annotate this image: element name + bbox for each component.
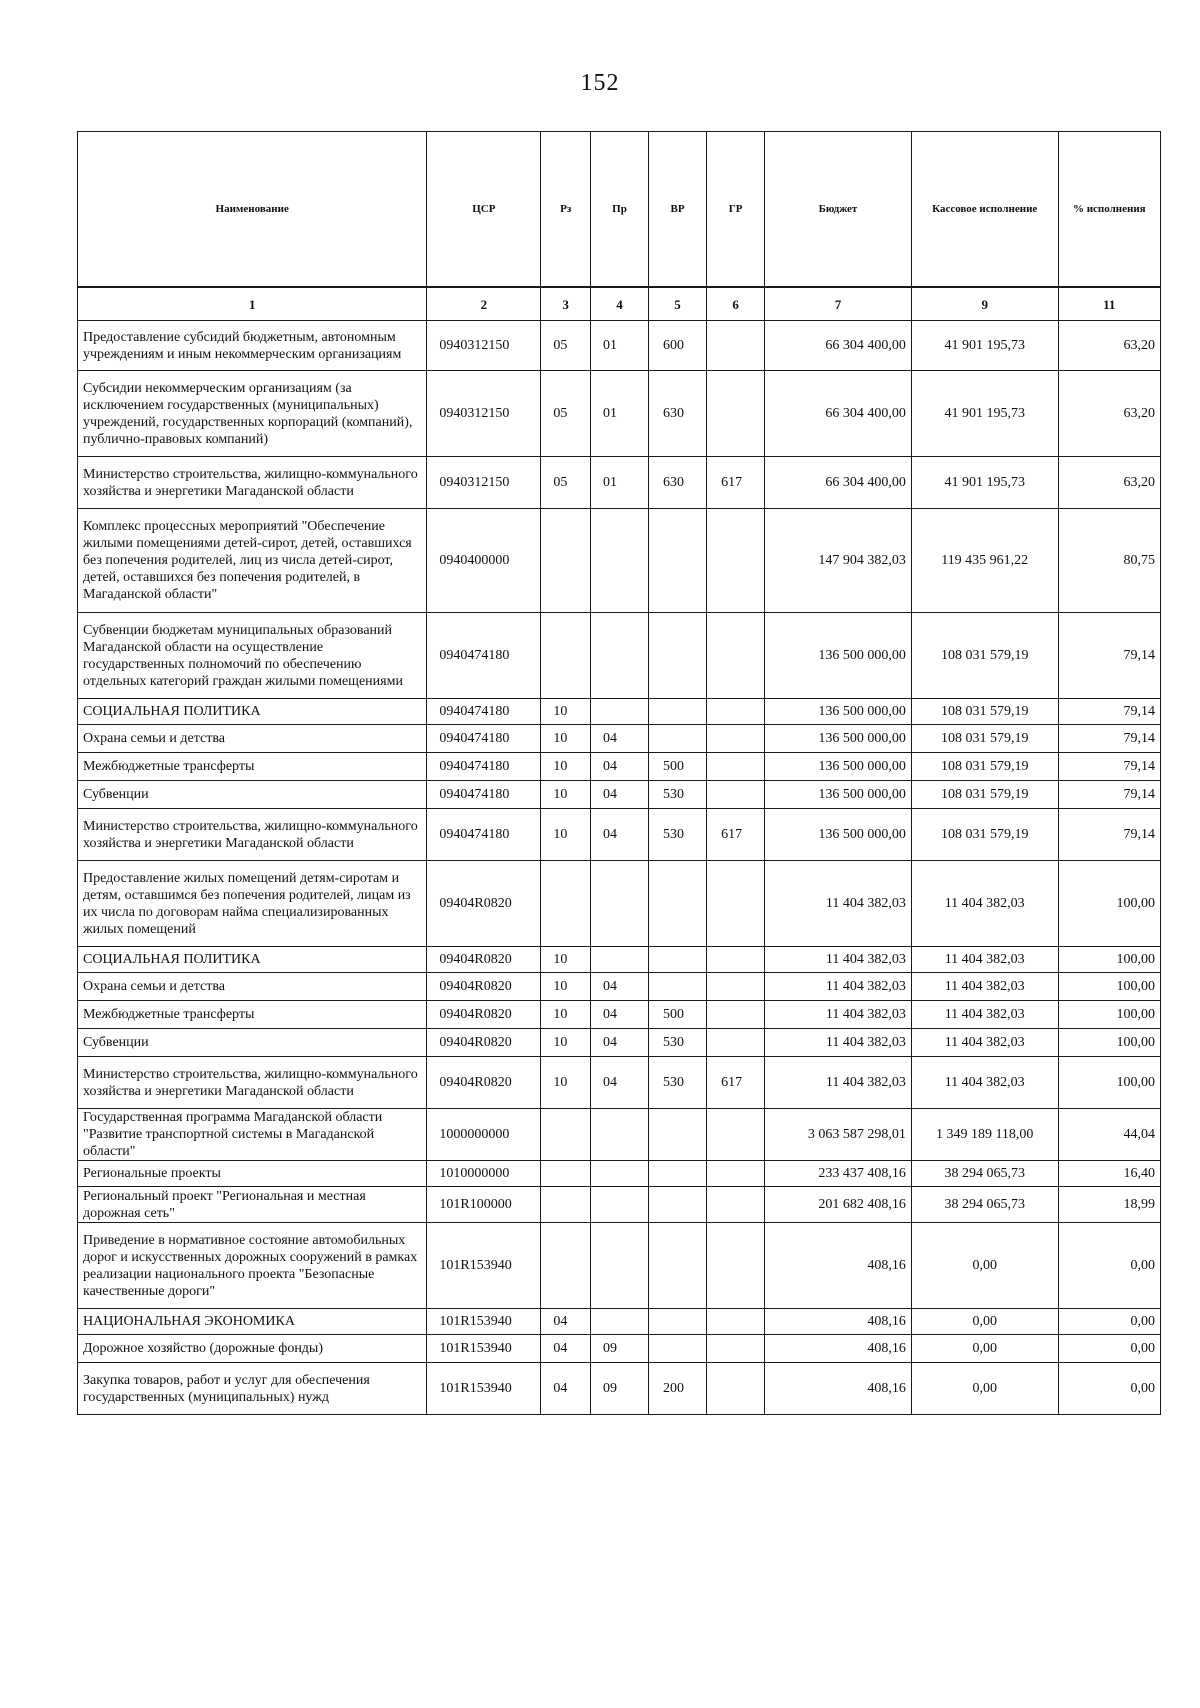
row-budget: 136 500 000,00 xyxy=(765,699,912,725)
row-csr: 09404R0820 xyxy=(427,1001,541,1029)
table-row xyxy=(78,809,1161,861)
row-csr: 09404R0820 xyxy=(427,1057,541,1109)
row-rz: 10 xyxy=(541,1029,591,1057)
row-pr: 04 xyxy=(590,753,648,781)
row-csr: 0940474180 xyxy=(427,753,541,781)
row-rz xyxy=(541,509,591,613)
row-pr: 01 xyxy=(590,321,648,371)
row-vr xyxy=(649,613,707,699)
row-exec: 11 404 382,03 xyxy=(911,1029,1058,1057)
row-vr: 530 xyxy=(649,1029,707,1057)
row-exec: 38 294 065,73 xyxy=(911,1161,1058,1187)
row-pr: 04 xyxy=(590,973,648,1001)
row-exec: 11 404 382,03 xyxy=(911,1057,1058,1109)
row-pct: 18,99 xyxy=(1058,1187,1160,1223)
row-pct: 79,14 xyxy=(1058,613,1160,699)
row-pr xyxy=(590,1223,648,1309)
row-vr xyxy=(649,947,707,973)
row-pct: 100,00 xyxy=(1058,947,1160,973)
table-row xyxy=(78,1223,1161,1309)
row-rz: 04 xyxy=(541,1309,591,1335)
row-name: Приведение в нормативное состояние автомобильных дорог и искусственных дорожных сооружений в рамках реализации национального проекта "Безопасные качественные дороги" xyxy=(78,1223,427,1309)
row-vr xyxy=(649,699,707,725)
row-vr xyxy=(649,1309,707,1335)
table-row xyxy=(78,781,1161,809)
table-row xyxy=(78,753,1161,781)
row-budget: 11 404 382,03 xyxy=(765,1029,912,1057)
row-exec: 41 901 195,73 xyxy=(911,371,1058,457)
row-csr: 101R153940 xyxy=(427,1335,541,1363)
row-exec: 0,00 xyxy=(911,1363,1058,1415)
row-pct: 100,00 xyxy=(1058,1057,1160,1109)
header-budget: Бюджет xyxy=(765,132,912,288)
row-pr: 04 xyxy=(590,1029,648,1057)
row-csr: 101R153940 xyxy=(427,1363,541,1415)
row-rz: 05 xyxy=(541,371,591,457)
row-rz xyxy=(541,1223,591,1309)
row-gr xyxy=(707,371,765,457)
row-gr: 617 xyxy=(707,1057,765,1109)
row-budget: 201 682 408,16 xyxy=(765,1187,912,1223)
row-pct: 0,00 xyxy=(1058,1363,1160,1415)
row-exec: 41 901 195,73 xyxy=(911,321,1058,371)
row-gr xyxy=(707,613,765,699)
row-name: Предоставление субсидий бюджетным, автономным учреждениям и иным некоммерческим организациям xyxy=(78,321,427,371)
table-row xyxy=(78,1187,1161,1223)
row-pr: 04 xyxy=(590,725,648,753)
row-name: Министерство строительства, жилищно-коммунального хозяйства и энергетики Магаданской области xyxy=(78,1057,427,1109)
row-exec: 108 031 579,19 xyxy=(911,699,1058,725)
row-budget: 66 304 400,00 xyxy=(765,371,912,457)
row-gr xyxy=(707,509,765,613)
row-csr: 09404R0820 xyxy=(427,861,541,947)
row-exec: 108 031 579,19 xyxy=(911,613,1058,699)
header-row xyxy=(78,132,1161,288)
row-vr: 500 xyxy=(649,1001,707,1029)
row-budget: 408,16 xyxy=(765,1309,912,1335)
row-pct: 0,00 xyxy=(1058,1335,1160,1363)
row-gr xyxy=(707,781,765,809)
row-exec: 11 404 382,03 xyxy=(911,861,1058,947)
row-pr xyxy=(590,699,648,725)
row-vr: 600 xyxy=(649,321,707,371)
header-pr: Пр xyxy=(590,132,648,288)
row-pr xyxy=(590,1161,648,1187)
row-pct: 80,75 xyxy=(1058,509,1160,613)
header-csr: ЦСР xyxy=(427,132,541,288)
row-rz: 05 xyxy=(541,321,591,371)
row-rz: 10 xyxy=(541,947,591,973)
header-rz: Рз xyxy=(541,132,591,288)
row-exec: 119 435 961,22 xyxy=(911,509,1058,613)
row-rz: 10 xyxy=(541,753,591,781)
row-exec: 11 404 382,03 xyxy=(911,973,1058,1001)
row-rz xyxy=(541,1161,591,1187)
row-vr xyxy=(649,1161,707,1187)
row-pr: 01 xyxy=(590,457,648,509)
row-exec: 41 901 195,73 xyxy=(911,457,1058,509)
row-pr: 09 xyxy=(590,1363,648,1415)
row-exec: 0,00 xyxy=(911,1335,1058,1363)
table-row xyxy=(78,1309,1161,1335)
row-pct: 100,00 xyxy=(1058,1001,1160,1029)
row-gr xyxy=(707,973,765,1001)
column-number: 1 xyxy=(78,287,427,321)
table-row xyxy=(78,947,1161,973)
header-exec: Кассовое исполнение xyxy=(911,132,1058,288)
row-rz: 10 xyxy=(541,725,591,753)
row-pr xyxy=(590,947,648,973)
row-exec: 108 031 579,19 xyxy=(911,725,1058,753)
table-row xyxy=(78,1109,1161,1161)
row-name: Государственная программа Магаданской области "Развитие транспортной системы в Магаданской области" xyxy=(78,1109,427,1161)
row-vr: 630 xyxy=(649,457,707,509)
row-csr: 09404R0820 xyxy=(427,947,541,973)
row-rz xyxy=(541,1187,591,1223)
header-name: Наименование xyxy=(78,132,427,288)
row-pct: 79,14 xyxy=(1058,753,1160,781)
row-pr: 04 xyxy=(590,781,648,809)
row-exec: 0,00 xyxy=(911,1309,1058,1335)
row-name: Межбюджетные трансферты xyxy=(78,1001,427,1029)
row-pct: 100,00 xyxy=(1058,1029,1160,1057)
column-number: 9 xyxy=(911,287,1058,321)
header-gr: ГР xyxy=(707,132,765,288)
row-vr: 630 xyxy=(649,371,707,457)
row-budget: 136 500 000,00 xyxy=(765,753,912,781)
row-name: Субвенции xyxy=(78,1029,427,1057)
row-vr xyxy=(649,1109,707,1161)
row-csr: 101R100000 xyxy=(427,1187,541,1223)
row-pct: 0,00 xyxy=(1058,1223,1160,1309)
row-exec: 11 404 382,03 xyxy=(911,947,1058,973)
row-rz: 04 xyxy=(541,1335,591,1363)
row-budget: 66 304 400,00 xyxy=(765,457,912,509)
row-gr xyxy=(707,725,765,753)
row-name: Предоставление жилых помещений детям-сиротам и детям, оставшимся без попечения родителей, лицам из их числа по договорам найма специализированных жилых помещений xyxy=(78,861,427,947)
row-gr: 617 xyxy=(707,809,765,861)
row-name: СОЦИАЛЬНАЯ ПОЛИТИКА xyxy=(78,699,427,725)
row-exec: 108 031 579,19 xyxy=(911,781,1058,809)
row-pct: 79,14 xyxy=(1058,699,1160,725)
row-name: Субсидии некоммерческим организациям (за исключением государственных (муниципальных) учреждений, государственных корпораций (компаний), публично-правовых компаний) xyxy=(78,371,427,457)
row-budget: 11 404 382,03 xyxy=(765,861,912,947)
row-gr xyxy=(707,861,765,947)
row-csr: 0940474180 xyxy=(427,613,541,699)
table-row xyxy=(78,699,1161,725)
row-csr: 1010000000 xyxy=(427,1161,541,1187)
row-name: Министерство строительства, жилищно-коммунального хозяйства и энергетики Магаданской области xyxy=(78,457,427,509)
row-csr: 0940474180 xyxy=(427,809,541,861)
row-name: Охрана семьи и детства xyxy=(78,725,427,753)
table-row xyxy=(78,861,1161,947)
column-number: 4 xyxy=(590,287,648,321)
table-row xyxy=(78,1057,1161,1109)
row-gr xyxy=(707,1223,765,1309)
row-vr xyxy=(649,1223,707,1309)
row-csr: 0940312150 xyxy=(427,371,541,457)
row-pct: 100,00 xyxy=(1058,861,1160,947)
row-name: СОЦИАЛЬНАЯ ПОЛИТИКА xyxy=(78,947,427,973)
table-row xyxy=(78,725,1161,753)
row-vr: 530 xyxy=(649,809,707,861)
row-pr xyxy=(590,861,648,947)
row-pr: 04 xyxy=(590,809,648,861)
row-rz: 10 xyxy=(541,809,591,861)
row-pct: 44,04 xyxy=(1058,1109,1160,1161)
column-numbers-row xyxy=(78,287,1161,321)
row-csr: 09404R0820 xyxy=(427,973,541,1001)
row-rz: 10 xyxy=(541,973,591,1001)
row-exec: 1 349 189 118,00 xyxy=(911,1109,1058,1161)
row-pr: 01 xyxy=(590,371,648,457)
row-vr xyxy=(649,1335,707,1363)
row-gr xyxy=(707,321,765,371)
row-budget: 136 500 000,00 xyxy=(765,781,912,809)
row-pr xyxy=(590,509,648,613)
row-pct: 16,40 xyxy=(1058,1161,1160,1187)
row-gr xyxy=(707,1001,765,1029)
row-budget: 233 437 408,16 xyxy=(765,1161,912,1187)
row-pr: 04 xyxy=(590,1057,648,1109)
row-rz xyxy=(541,1109,591,1161)
row-pct: 63,20 xyxy=(1058,321,1160,371)
table-row xyxy=(78,973,1161,1001)
row-csr: 101R153940 xyxy=(427,1223,541,1309)
column-number: 2 xyxy=(427,287,541,321)
row-vr xyxy=(649,725,707,753)
row-gr xyxy=(707,699,765,725)
row-csr: 0940312150 xyxy=(427,321,541,371)
table-row xyxy=(78,1029,1161,1057)
row-pct: 79,14 xyxy=(1058,725,1160,753)
row-gr: 617 xyxy=(707,457,765,509)
row-gr xyxy=(707,1335,765,1363)
row-budget: 408,16 xyxy=(765,1335,912,1363)
row-vr xyxy=(649,509,707,613)
page-number: 152 xyxy=(580,70,620,96)
row-pr: 04 xyxy=(590,1001,648,1029)
row-name: Межбюджетные трансферты xyxy=(78,753,427,781)
row-gr xyxy=(707,1109,765,1161)
row-pct: 0,00 xyxy=(1058,1309,1160,1335)
row-gr xyxy=(707,1363,765,1415)
table-row xyxy=(78,457,1161,509)
table-row xyxy=(78,613,1161,699)
row-budget: 11 404 382,03 xyxy=(765,1001,912,1029)
row-exec: 108 031 579,19 xyxy=(911,809,1058,861)
row-vr xyxy=(649,1187,707,1223)
row-pr xyxy=(590,613,648,699)
row-name: НАЦИОНАЛЬНАЯ ЭКОНОМИКА xyxy=(78,1309,427,1335)
row-name: Региональный проект "Региональная и местная дорожная сеть" xyxy=(78,1187,427,1223)
row-name: Охрана семьи и детства xyxy=(78,973,427,1001)
header-pct: % исполнения xyxy=(1058,132,1160,288)
row-name: Комплекс процессных мероприятий "Обеспечение жилыми помещениями детей-сирот, детей, оставшихся без попечения родителей, лиц из числа детей-сирот, детей, оставшихся без попечения родителей, в Магаданской области" xyxy=(78,509,427,613)
row-vr: 200 xyxy=(649,1363,707,1415)
row-exec: 0,00 xyxy=(911,1223,1058,1309)
row-name: Региональные проекты xyxy=(78,1161,427,1187)
row-budget: 11 404 382,03 xyxy=(765,1057,912,1109)
row-csr: 0940474180 xyxy=(427,699,541,725)
row-csr: 1000000000 xyxy=(427,1109,541,1161)
row-budget: 408,16 xyxy=(765,1223,912,1309)
row-pct: 63,20 xyxy=(1058,457,1160,509)
header-vr: ВР xyxy=(649,132,707,288)
row-rz xyxy=(541,613,591,699)
row-csr: 0940400000 xyxy=(427,509,541,613)
row-budget: 3 063 587 298,01 xyxy=(765,1109,912,1161)
row-rz: 10 xyxy=(541,699,591,725)
row-budget: 66 304 400,00 xyxy=(765,321,912,371)
column-number: 5 xyxy=(649,287,707,321)
row-pct: 79,14 xyxy=(1058,809,1160,861)
row-rz: 05 xyxy=(541,457,591,509)
column-number: 6 xyxy=(707,287,765,321)
row-pr xyxy=(590,1109,648,1161)
row-budget: 136 500 000,00 xyxy=(765,809,912,861)
row-rz xyxy=(541,861,591,947)
row-pr xyxy=(590,1187,648,1223)
row-pct: 100,00 xyxy=(1058,973,1160,1001)
row-rz: 04 xyxy=(541,1363,591,1415)
row-gr xyxy=(707,947,765,973)
table-row xyxy=(78,1363,1161,1415)
row-exec: 108 031 579,19 xyxy=(911,753,1058,781)
row-csr: 0940312150 xyxy=(427,457,541,509)
row-gr xyxy=(707,1029,765,1057)
row-budget: 136 500 000,00 xyxy=(765,613,912,699)
row-budget: 11 404 382,03 xyxy=(765,973,912,1001)
row-gr xyxy=(707,1161,765,1187)
row-name: Дорожное хозяйство (дорожные фонды) xyxy=(78,1335,427,1363)
row-gr xyxy=(707,753,765,781)
row-pr xyxy=(590,1309,648,1335)
row-vr: 500 xyxy=(649,753,707,781)
row-name: Закупка товаров, работ и услуг для обеспечения государственных (муниципальных) нужд xyxy=(78,1363,427,1415)
row-gr xyxy=(707,1187,765,1223)
row-csr: 101R153940 xyxy=(427,1309,541,1335)
column-number: 11 xyxy=(1058,287,1160,321)
table-row xyxy=(78,321,1161,371)
row-csr: 0940474180 xyxy=(427,725,541,753)
row-rz: 10 xyxy=(541,1057,591,1109)
row-name: Министерство строительства, жилищно-коммунального хозяйства и энергетики Магаданской области xyxy=(78,809,427,861)
row-exec: 11 404 382,03 xyxy=(911,1001,1058,1029)
row-vr: 530 xyxy=(649,1057,707,1109)
row-pct: 79,14 xyxy=(1058,781,1160,809)
row-vr: 530 xyxy=(649,781,707,809)
row-budget: 136 500 000,00 xyxy=(765,725,912,753)
row-budget: 147 904 382,03 xyxy=(765,509,912,613)
table-row xyxy=(78,1161,1161,1187)
row-csr: 0940474180 xyxy=(427,781,541,809)
row-budget: 11 404 382,03 xyxy=(765,947,912,973)
budget-execution-table xyxy=(77,131,1161,1415)
row-pr: 09 xyxy=(590,1335,648,1363)
row-vr xyxy=(649,861,707,947)
table-row xyxy=(78,1001,1161,1029)
column-number: 3 xyxy=(541,287,591,321)
row-gr xyxy=(707,1309,765,1335)
table-row xyxy=(78,371,1161,457)
row-budget: 408,16 xyxy=(765,1363,912,1415)
table-row xyxy=(78,509,1161,613)
row-rz: 10 xyxy=(541,781,591,809)
row-exec: 38 294 065,73 xyxy=(911,1187,1058,1223)
row-vr xyxy=(649,973,707,1001)
column-number: 7 xyxy=(765,287,912,321)
row-csr: 09404R0820 xyxy=(427,1029,541,1057)
row-rz: 10 xyxy=(541,1001,591,1029)
row-name: Субвенции бюджетам муниципальных образований Магаданской области на осуществление государственных полномочий по обеспечению отдельных категорий граждан жилыми помещениями xyxy=(78,613,427,699)
row-name: Субвенции xyxy=(78,781,427,809)
row-pct: 63,20 xyxy=(1058,371,1160,457)
table-row xyxy=(78,1335,1161,1363)
